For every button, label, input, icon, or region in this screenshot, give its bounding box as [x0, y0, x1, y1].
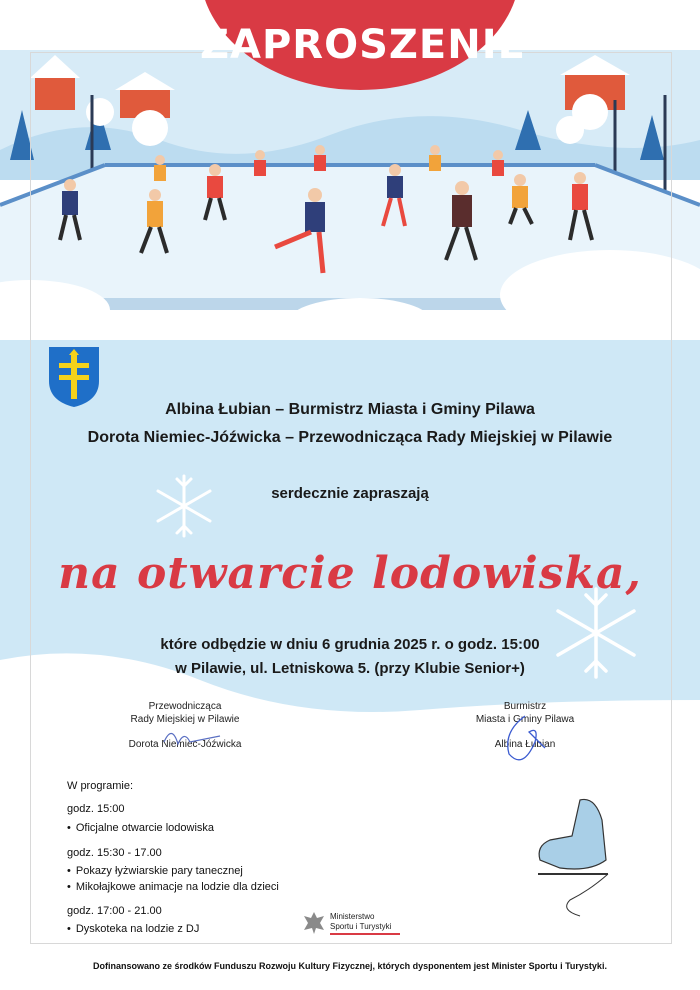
signature-right-name: Albina Łubian [494, 739, 556, 750]
poster-title: ZAPROSZENIE [200, 22, 526, 68]
ice-skate-icon [520, 790, 620, 920]
handwritten-signature-left [160, 722, 230, 752]
host-line-2: Dorota Niemiec-Jóźwicka – Przewodnicząca Rady Miejskiej w Pilawie [87, 429, 613, 446]
funding-note: Dofinansowano ze środków Funduszu Rozwoju Kultury Fizycznej, których dysponentem jest Minister Sportu i Turystyki. [93, 961, 607, 971]
pilawa-crest-icon [47, 345, 101, 409]
signature-right-role: Burmistrz [503, 701, 547, 712]
program-time-3: godz. 17:00 - 21.00 [67, 905, 162, 917]
invite-text: serdecznie zapraszają [271, 485, 429, 502]
event-date-line: które odbędzie w dniu 6 grudnia 2025 r. o godz. 15:00 [160, 636, 540, 653]
program-item: • Pokazy łyżwiarskie pary tanecznej [67, 865, 243, 877]
program-item: • Oficjalne otwarcie lodowiska [67, 822, 214, 834]
ministry-logo-text: Ministerstwo Sportu i Turystyki [330, 912, 392, 931]
program-title: W programie: [67, 780, 134, 792]
event-headline: na otwarcie lodowiska, [58, 548, 642, 599]
snowflake-icon [150, 472, 218, 540]
handwritten-signature-right [495, 712, 555, 767]
host-line-1: Albina Łubian – Burmistrz Miasta i Gminy Pilawa [165, 401, 535, 418]
signature-left-name: Dorota Niemiec-Jóźwicka [128, 739, 242, 750]
signature-left-role: Przewodnicząca [148, 701, 222, 712]
event-location-line: w Pilawie, ul. Letniskowa 5. (przy Klubie Senior+) [175, 660, 525, 677]
program-time-2: godz. 15:30 - 17.00 [67, 847, 162, 859]
eagle-emblem-icon [302, 910, 326, 936]
signature-right-role-2: Miasta i Gminy Pilawa [475, 714, 575, 725]
ministry-logo-underline [330, 933, 400, 935]
program-item: • Dyskoteka na lodzie z DJ [67, 923, 199, 935]
program-time-1: godz. 15:00 [67, 803, 125, 815]
program-item: • Mikołajkowe animacje na lodzie dla dzieci [67, 881, 279, 893]
signature-left-role-2: Rady Miejskiej w Pilawie [130, 714, 240, 725]
